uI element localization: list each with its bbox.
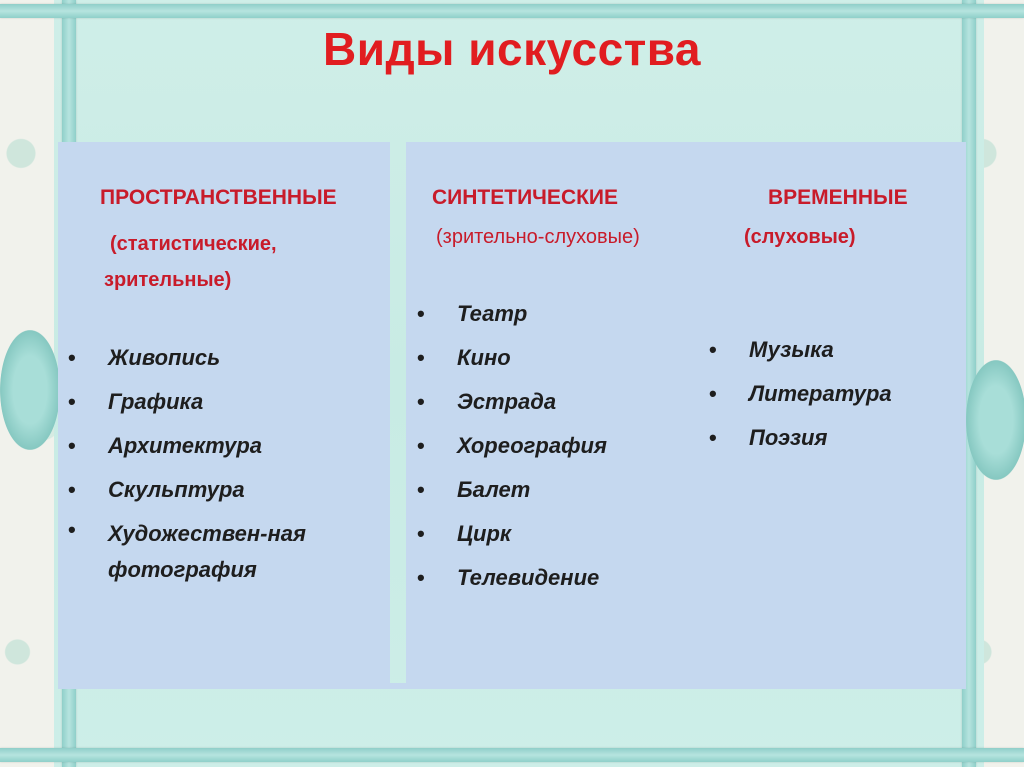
bow-left — [0, 330, 60, 450]
list-item: • Театр — [417, 292, 607, 336]
subtitle-synthetic: (зрительно-слуховые) — [436, 226, 640, 248]
list-item: • Кино — [417, 336, 607, 380]
panel-bottom-strip — [58, 683, 966, 689]
ribbon-bottom — [0, 748, 1024, 762]
subtitle-temporal: (слуховые) — [744, 226, 856, 248]
list-spatial — [68, 336, 348, 596]
list-item: • Телевидение — [417, 556, 607, 600]
list-item: • Графика — [68, 380, 348, 424]
list-item: • Литература — [709, 372, 892, 416]
list-item: • Хореография — [417, 424, 607, 468]
list-item: • Цирк — [417, 512, 607, 556]
list-item: • Эстрада — [417, 380, 607, 424]
bow-right — [966, 360, 1024, 480]
list-item: • Художествен-ная фотография — [68, 512, 348, 596]
list-item: • Архитектура — [68, 424, 348, 468]
list-item: • Скульптура — [68, 468, 348, 512]
ribbon-top — [0, 4, 1024, 18]
list-temporal — [709, 328, 892, 460]
subtitle-spatial-2: зрительные) — [104, 269, 232, 291]
heading-spatial: ПРОСТРАНСТВЕННЫЕ — [100, 186, 337, 209]
list-synthetic — [417, 292, 607, 600]
subtitle-spatial-1: (статистические, — [110, 233, 277, 255]
list-item: • Поэзия — [709, 416, 892, 460]
list-item: • Музыка — [709, 328, 892, 372]
list-item: • Живопись — [68, 336, 348, 380]
slide-title: Виды искусства — [322, 23, 702, 75]
heading-synthetic: СИНТЕТИЧЕСКИЕ — [432, 186, 619, 209]
list-item: • Балет — [417, 468, 607, 512]
heading-temporal: ВРЕМЕННЫЕ — [768, 186, 908, 209]
